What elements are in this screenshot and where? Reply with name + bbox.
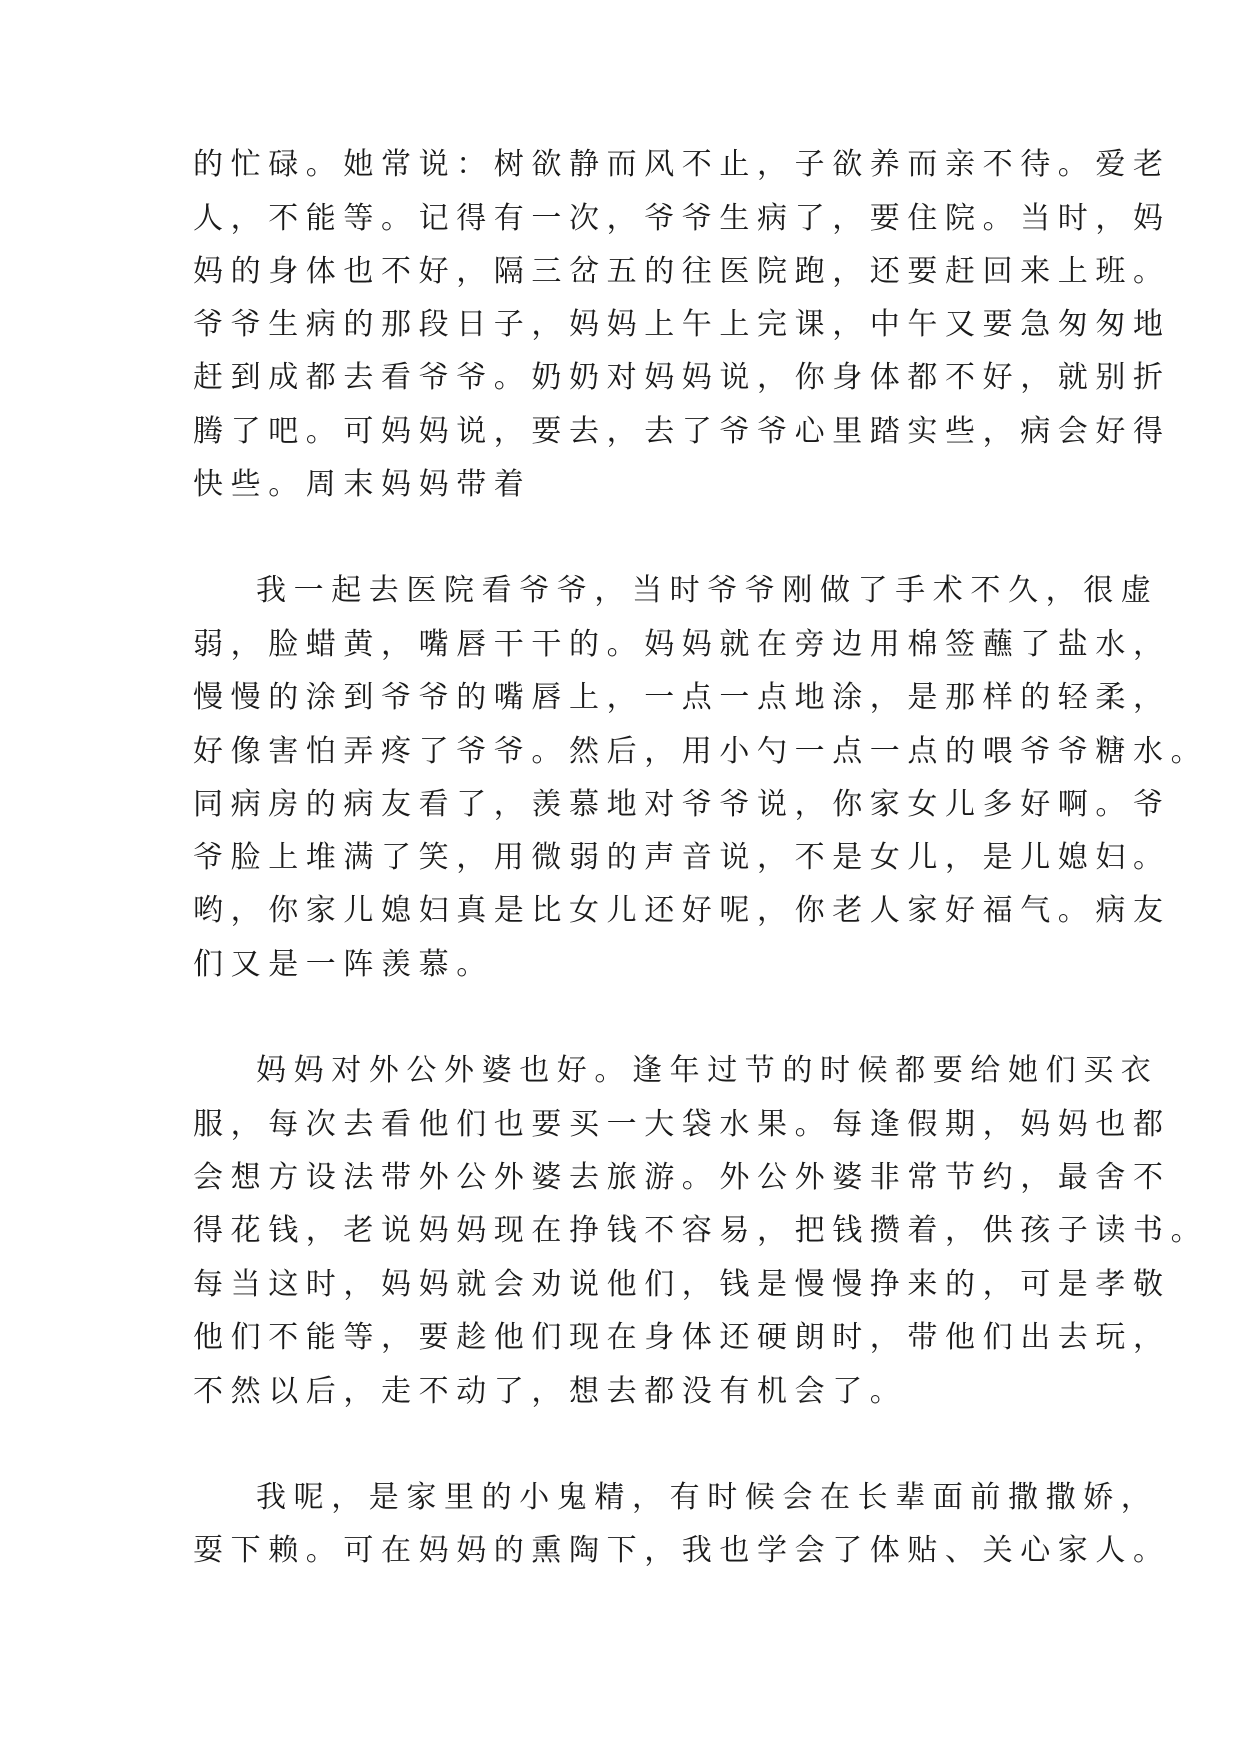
text-line: 我一起去医院看爷爷，当时爷爷刚做了手术不久，很虚 (256, 573, 1159, 608)
text-line: 他们不能等，要趁他们现在身体还硬朗时，带他们出去玩， (193, 1320, 1171, 1355)
text-line: 的忙碌。她常说：树欲静而风不止，子欲养而亲不待。爱老 (193, 147, 1171, 182)
text-line: 爷爷生病的那段日子，妈妈上午上完课，中午又要急匆匆地 (193, 307, 1171, 342)
text-line: 弱，脸蜡黄，嘴唇干干的。妈妈就在旁边用棉签蘸了盐水， (193, 627, 1171, 662)
text-line: 赶到成都去看爷爷。奶奶对妈妈说，你身体都不好，就别折 (193, 360, 1171, 395)
text-line: 慢慢的涂到爷爷的嘴唇上，一点一点地涂，是那样的轻柔， (193, 680, 1171, 715)
text-line: 同病房的病友看了，羡慕地对爷爷说，你家女儿多好啊。爷 (193, 787, 1171, 822)
text-line: 们又是一阵羡慕。 (193, 947, 494, 982)
text-line: 妈妈对外公外婆也好。逢年过节的时候都要给她们买衣 (256, 1053, 1159, 1088)
text-line: 我呢，是家里的小鬼精，有时候会在长辈面前撒撒娇， (256, 1480, 1159, 1515)
text-line: 不然以后，走不动了，想去都没有机会了。 (193, 1374, 908, 1409)
text-line: 爷脸上堆满了笑，用微弱的声音说，不是女儿，是儿媳妇。 (193, 840, 1171, 875)
text-line: 快些。周末妈妈带着 (193, 467, 532, 502)
text-line: 每当这时，妈妈就会劝说他们，钱是慢慢挣来的，可是孝敬 (193, 1267, 1171, 1302)
text-line: 得花钱，老说妈妈现在挣钱不容易，把钱攒着，供孩子读书。 (193, 1213, 1209, 1248)
text-line: 耍下赖。可在妈妈的熏陶下，我也学会了体贴、关心家人。 (193, 1533, 1171, 1568)
text-line: 妈的身体也不好，隔三岔五的往医院跑，还要赶回来上班。 (193, 254, 1171, 289)
text-line: 好像害怕弄疼了爷爷。然后，用小勺一点一点的喂爷爷糖水。 (193, 734, 1209, 769)
text-line: 服，每次去看他们也要买一大袋水果。每逢假期，妈妈也都 (193, 1107, 1171, 1142)
text-line: 哟，你家儿媳妇真是比女儿还好呢，你老人家好福气。病友 (193, 893, 1171, 928)
text-line: 腾了吧。可妈妈说，要去，去了爷爷心里踏实些，病会好得 (193, 414, 1171, 449)
text-line: 人，不能等。记得有一次，爷爷生病了，要住院。当时，妈 (193, 201, 1171, 236)
text-line: 会想方设法带外公外婆去旅游。外公外婆非常节约，最舍不 (193, 1160, 1171, 1195)
